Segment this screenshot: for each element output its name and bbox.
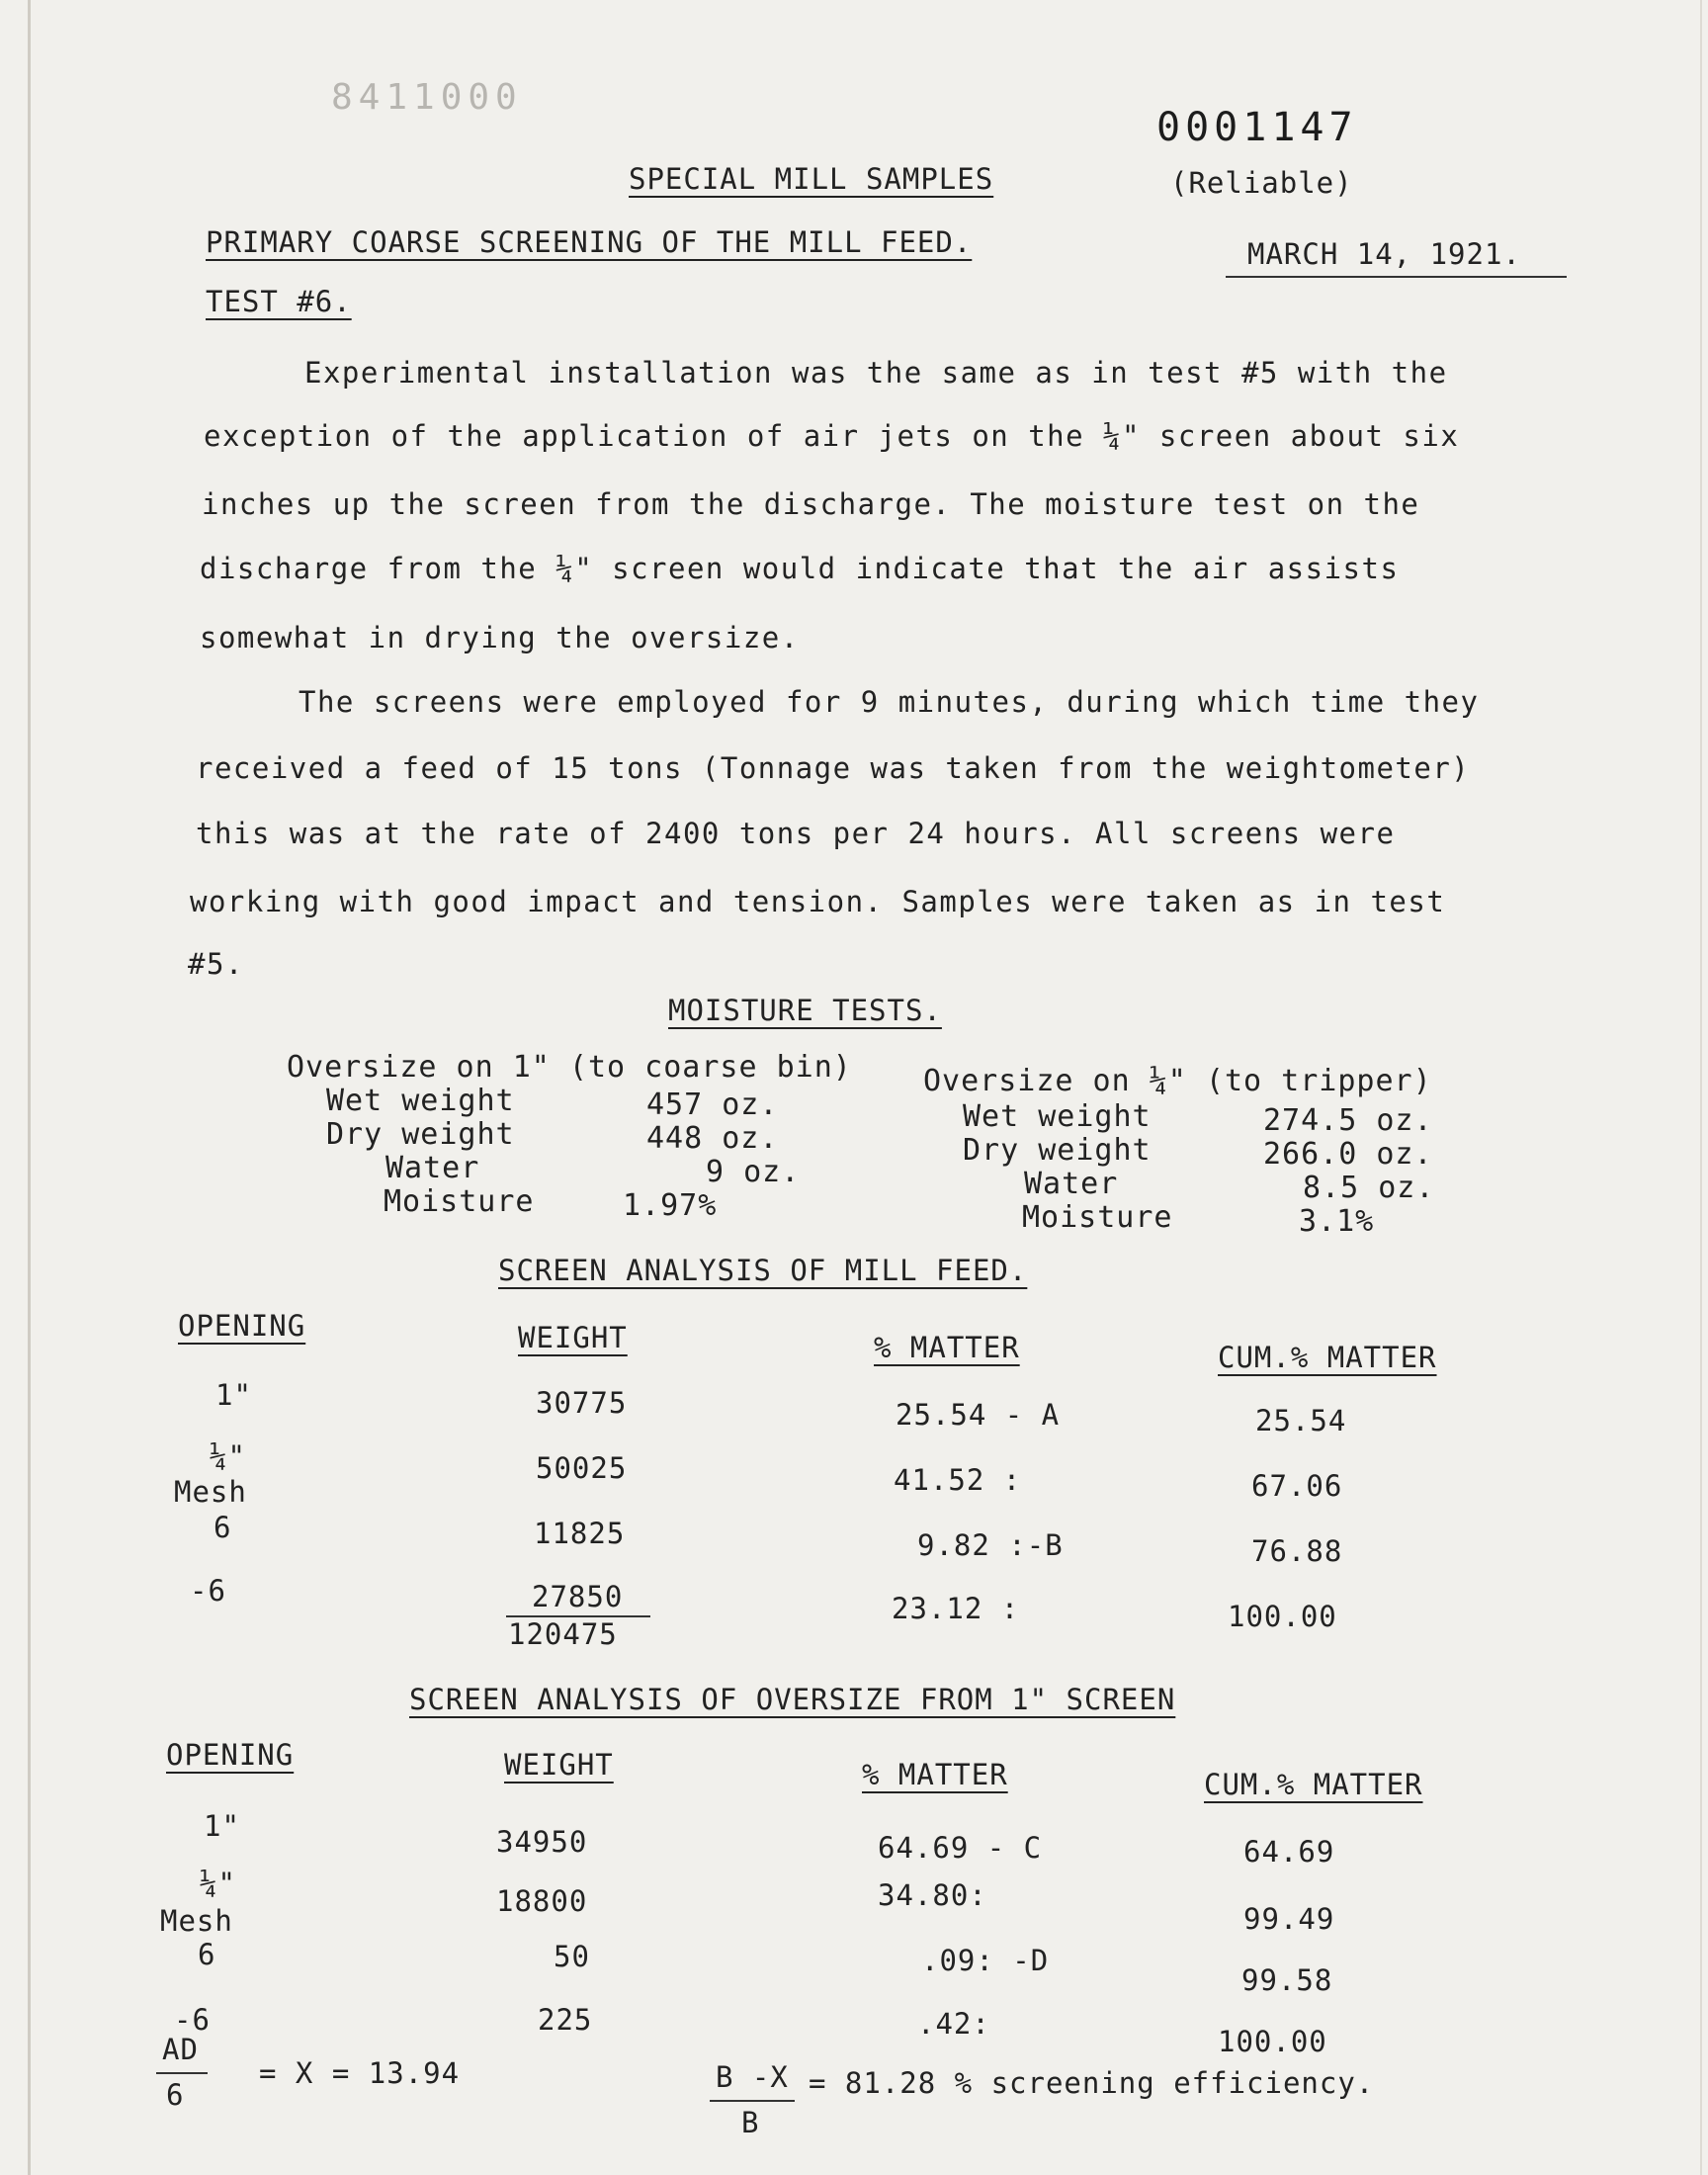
table1-header-weight: WEIGHT (518, 1321, 628, 1354)
table2-weight: 18800 (496, 1884, 588, 1918)
table2-matter: .42: (917, 2007, 990, 2041)
table2-matter: .09: -D (921, 1944, 1050, 1977)
table2-opening: -6 (174, 2003, 211, 2037)
moisture-left-water-value: 9 oz. (706, 1155, 801, 1189)
subtitle: PRIMARY COARSE SCREENING OF THE MILL FEED. (206, 225, 973, 259)
paragraph-1-line: discharge from the ¼" screen would indicate that the air assists (200, 552, 1400, 585)
moisture-right-moisture-value: 3.1% (1299, 1204, 1375, 1239)
table1-opening: Mesh (174, 1475, 247, 1509)
paragraph-1-line: somewhat in drying the oversize. (200, 621, 800, 654)
paragraph-1-line: exception of the application of air jets on the ¼" screen about six (204, 419, 1460, 453)
table1-matter: 41.52 : (894, 1463, 1022, 1497)
table2-opening: 1" (204, 1809, 240, 1843)
table2-matter: 64.69 - C (878, 1831, 1043, 1865)
table1-cum: 100.00 (1228, 1600, 1337, 1633)
table1-cum: 67.06 (1251, 1469, 1343, 1503)
table1-heading: SCREEN ANALYSIS OF MILL FEED. (498, 1254, 1028, 1287)
table1-matter: 25.54 - A (896, 1398, 1061, 1432)
table2-header-matter: % MATTER (862, 1758, 1008, 1791)
table1-weight: 30775 (536, 1386, 628, 1420)
table1-weight: 50025 (536, 1451, 628, 1485)
moisture-right-title: Oversize on ¼" (to tripper) (923, 1064, 1432, 1098)
table1-header-matter: % MATTER (874, 1331, 1020, 1364)
table1-matter: 23.12 : (892, 1592, 1020, 1625)
formula2-result: = 81.28 % screening efficiency. (809, 2066, 1375, 2100)
moisture-left-title: Oversize on 1" (to coarse bin) (287, 1050, 852, 1085)
moisture-right-dry-label: Dry weight (963, 1133, 1152, 1168)
formula2-numerator: B -X (716, 2060, 789, 2094)
table1-matter: 9.82 :-B (917, 1528, 1064, 1562)
moisture-right-moisture-label: Moisture (1022, 1200, 1173, 1235)
table2-header-opening: OPENING (166, 1738, 295, 1772)
test-label: TEST #6. (206, 285, 352, 318)
table2-heading: SCREEN ANALYSIS OF OVERSIZE FROM 1" SCREEN (409, 1683, 1176, 1716)
table2-weight: 225 (538, 2003, 593, 2037)
table1-cum: 76.88 (1251, 1534, 1343, 1568)
table2-cum: 99.49 (1243, 1902, 1335, 1936)
table1-cum: 25.54 (1255, 1404, 1347, 1437)
table2-weight: 34950 (496, 1825, 588, 1859)
paragraph-2-line: The screens were employed for 9 minutes, during which time they (299, 685, 1480, 719)
formula2-fraction-bar (710, 2100, 795, 2102)
formula1-result: = X = 13.94 (259, 2056, 461, 2090)
moisture-left-water-label: Water (385, 1151, 480, 1185)
table1-weight: 27850 (532, 1580, 624, 1613)
document-number: 0001147 (1156, 105, 1358, 150)
moisture-left-dry-value: 448 oz. (646, 1121, 779, 1156)
faint-number: 8411000 (331, 77, 523, 118)
document-date: MARCH 14, 1921. (1247, 237, 1521, 271)
page-edge-left (28, 0, 31, 2175)
moisture-left-dry-label: Dry weight (326, 1117, 515, 1152)
table2-cum: 100.00 (1218, 2025, 1327, 2058)
table2-cum: 99.58 (1241, 1963, 1333, 1997)
formula1-fraction-bar (156, 2072, 208, 2074)
paragraph-1-line: Experimental installation was the same as in test #5 with the (304, 356, 1448, 390)
table1-weight: 11825 (534, 1517, 626, 1550)
table2-header-weight: WEIGHT (504, 1748, 614, 1782)
moisture-left-wet-label: Wet weight (326, 1084, 515, 1118)
reliable-note: (Reliable) (1170, 166, 1353, 200)
table2-opening: 6 (198, 1938, 216, 1971)
moisture-right-wet-value: 274.5 oz. (1263, 1103, 1433, 1138)
moisture-right-water-label: Water (1024, 1167, 1119, 1201)
page-edge-right (1700, 0, 1702, 2175)
table2-matter: 34.80: (878, 1878, 987, 1912)
moisture-left-moisture-label: Moisture (384, 1184, 535, 1219)
table1-header-cum: CUM.% MATTER (1218, 1341, 1437, 1374)
page-title: SPECIAL MILL SAMPLES (629, 162, 994, 196)
moisture-right-water-value: 8.5 oz. (1303, 1171, 1435, 1205)
formula2-denominator: B (741, 2106, 760, 2139)
moisture-right-wet-label: Wet weight (963, 1099, 1152, 1134)
table1-opening: 6 (214, 1511, 232, 1544)
table2-cum: 64.69 (1243, 1835, 1335, 1869)
table2-opening: Mesh (160, 1904, 233, 1938)
table2-opening: ¼" (200, 1867, 236, 1900)
table2-weight: 50 (554, 1940, 590, 1973)
formula1-denominator: 6 (166, 2078, 185, 2112)
paragraph-2-line: #5. (188, 947, 244, 981)
table2-header-cum: CUM.% MATTER (1204, 1768, 1423, 1801)
moisture-left-moisture-value: 1.97% (623, 1188, 718, 1223)
moisture-left-wet-value: 457 oz. (646, 1088, 779, 1122)
paragraph-2-line: received a feed of 15 tons (Tonnage was taken from the weightometer) (196, 751, 1471, 785)
paragraph-1-line: inches up the screen from the discharge. The moisture test on the (202, 487, 1420, 521)
moisture-heading: MOISTURE TESTS. (668, 994, 942, 1027)
date-underline (1226, 276, 1567, 278)
table1-opening: 1" (215, 1378, 252, 1412)
moisture-right-dry-value: 266.0 oz. (1263, 1137, 1433, 1172)
paragraph-2-line: this was at the rate of 2400 tons per 24 hours. All screens were (196, 817, 1396, 850)
formula1-numerator: AD (162, 2033, 199, 2066)
paragraph-2-line: working with good impact and tension. Samples were taken as in test (190, 885, 1446, 918)
table1-header-opening: OPENING (178, 1309, 306, 1343)
table1-opening: -6 (190, 1574, 226, 1608)
table1-total: 120475 (508, 1617, 618, 1651)
table1-opening: ¼" (210, 1439, 246, 1473)
